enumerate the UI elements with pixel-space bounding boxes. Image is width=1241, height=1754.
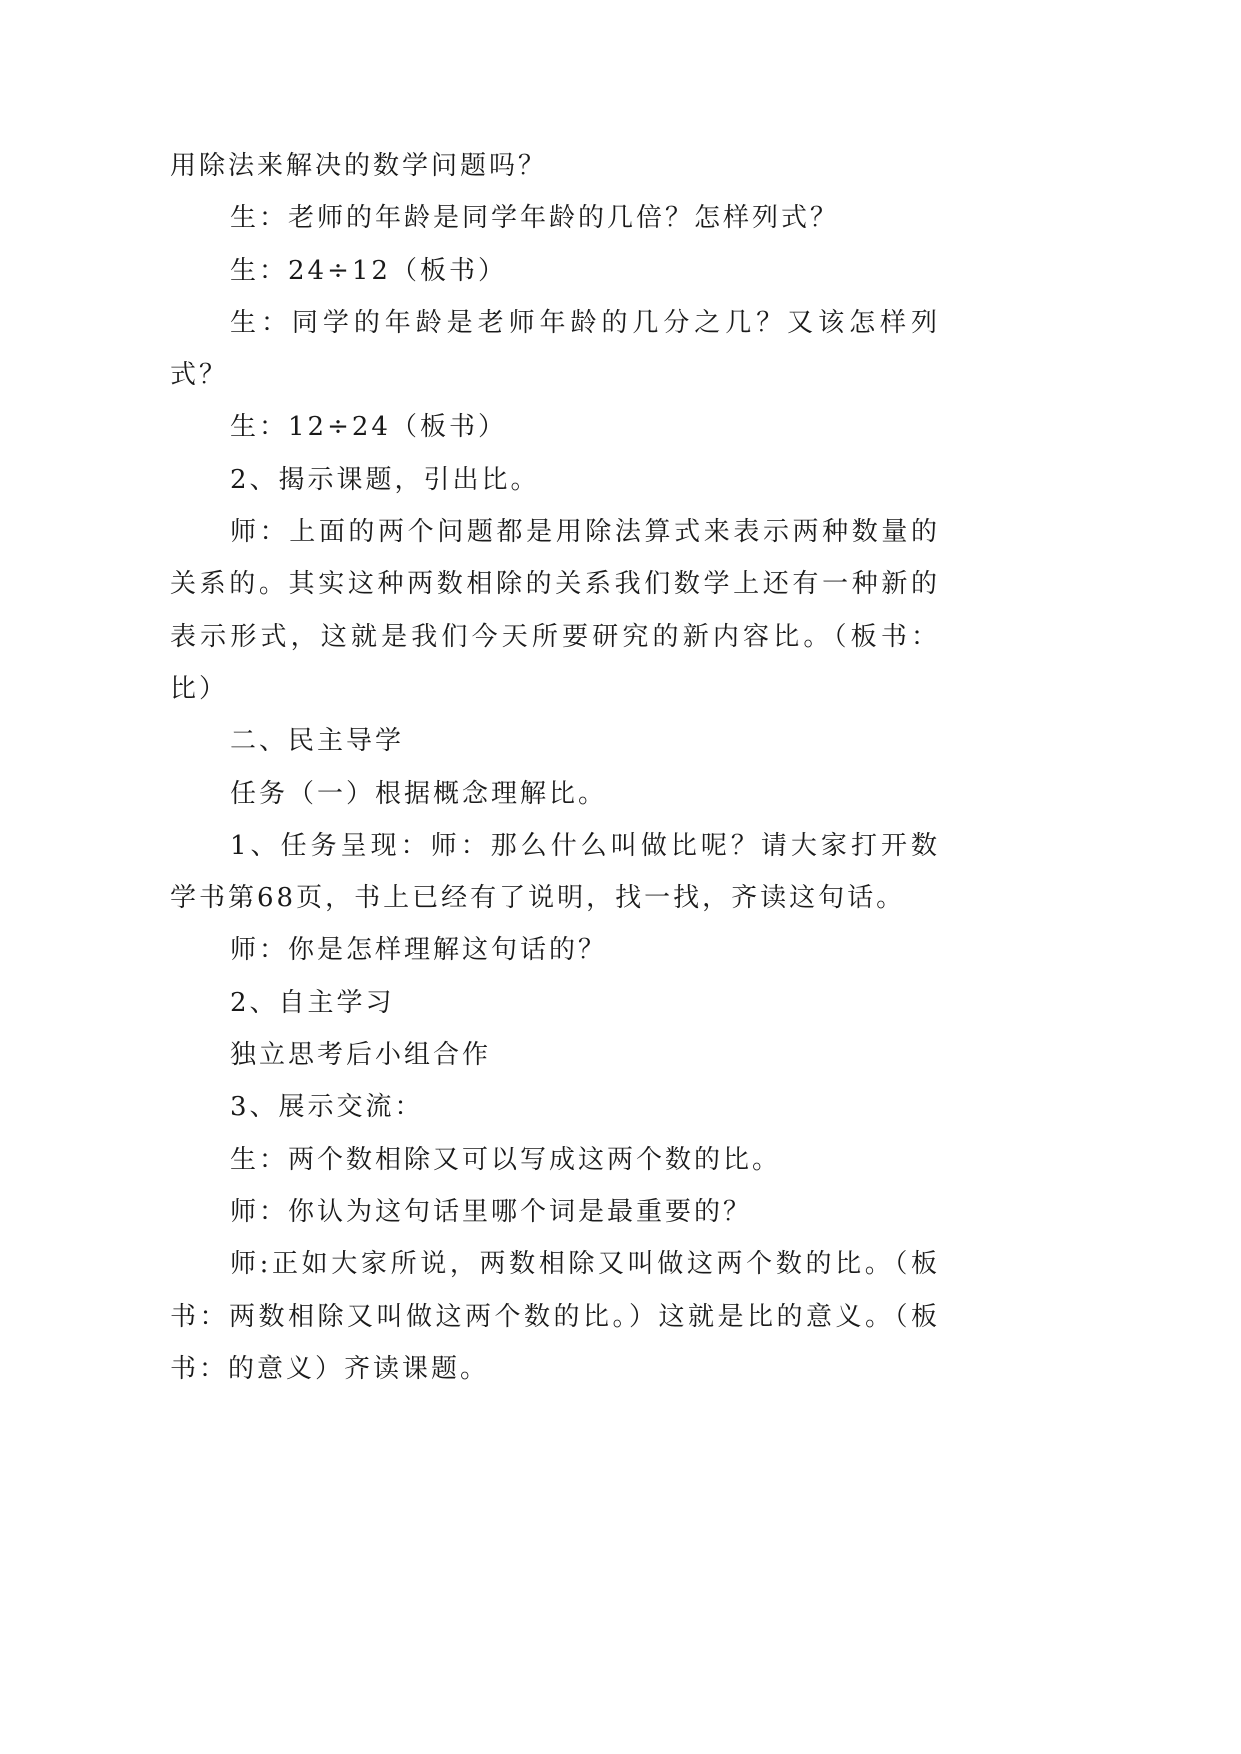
paragraph-continuation: 用除法来解决的数学问题吗？ (170, 151, 548, 181)
paragraph-teacher-introduce-ratio: 师：上面的两个问题都是用除法算式来表示两种数量的关系的。其实这种两数相除的关系我们数学上还有一种新的表示形式，这就是我们今天所要研究的新内容比。（板书：比） (170, 517, 940, 704)
paragraph-student-answer: 生：两个数相除又可以写成这两个数的比。 (230, 1144, 782, 1175)
paragraph-self-study: 2、自主学习 (230, 987, 395, 1018)
section-heading-democratic-learning: 二、民主导学 (230, 726, 405, 757)
paragraph-teacher-key-word: 师：你认为这句话里哪个词是最重要的？ (230, 1196, 753, 1227)
paragraph-teacher-definition: 师:正如大家所说，两数相除又叫做这两个数的比。（板书：两数相除又叫做这两个数的比。）这就是比的意义。（板书：的意义）齐读课题。 (170, 1249, 940, 1384)
paragraph-reveal-topic: 2、揭示课题，引出比。 (230, 464, 540, 495)
paragraph-group-cooperation: 独立思考后小组合作 (230, 1040, 492, 1071)
paragraph-student-division-24-12: 生：24÷12（板书） (230, 255, 507, 286)
paragraph-show-exchange: 3、展示交流： (230, 1092, 424, 1123)
paragraph-student-question-fraction: 生：同学的年龄是老师年龄的几分之几？又该怎样列式？ (170, 307, 940, 391)
paragraph-student-division-12-24: 生：12÷24（板书） (230, 412, 507, 443)
paragraph-teacher-question-understanding: 师：你是怎样理解这句话的？ (230, 935, 608, 966)
paragraph-student-question-multiple: 生：老师的年龄是同学年龄的几倍？怎样列式？ (230, 203, 840, 234)
task-heading-1: 任务（一）根据概念理解比。 (230, 778, 608, 809)
paragraph-task-presentation: 1、任务呈现：师：那么什么叫做比呢？请大家打开数学书第68页，书上已经有了说明，找一找，齐读这句话。 (170, 830, 940, 914)
document-body (170, 140, 940, 1395)
